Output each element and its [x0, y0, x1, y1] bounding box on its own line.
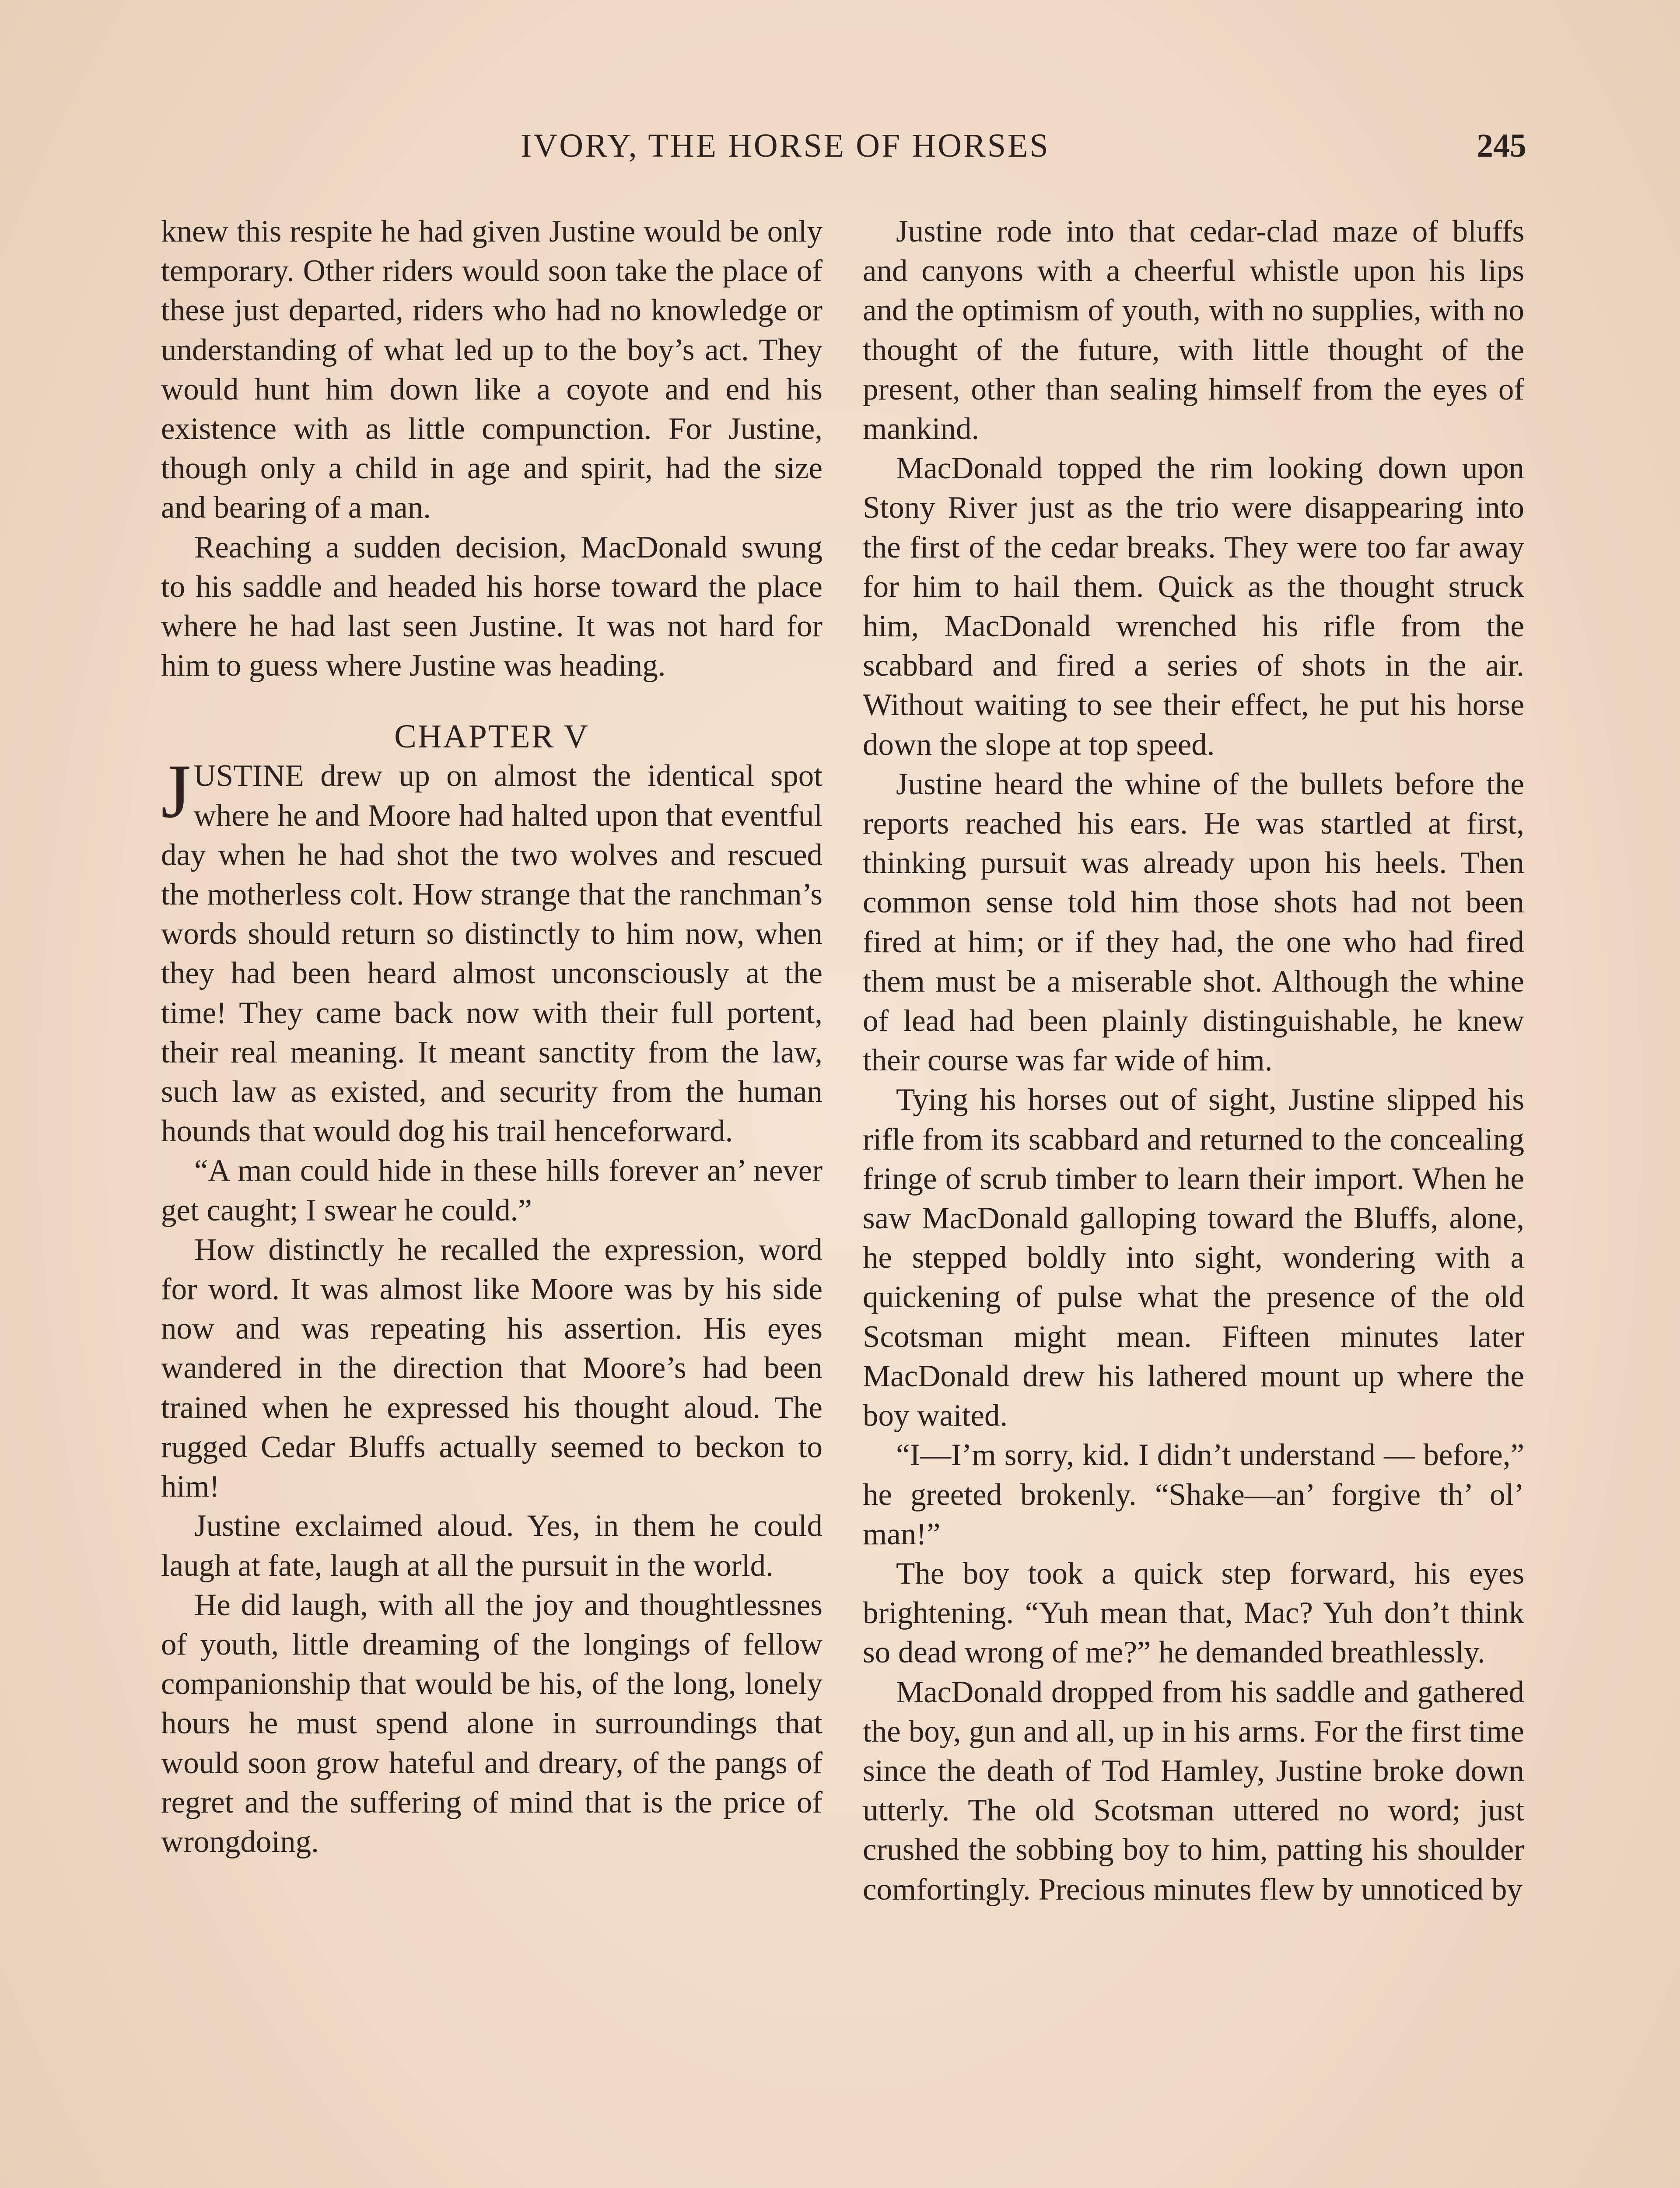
drop-cap: J	[161, 749, 191, 835]
paragraph: “I—I’m sorry, kid. I didn’t understand — before,” he greeted brokenly. “Shake—an’ forgive th’ ol’ man!”	[863, 1438, 1524, 1551]
paragraph: The boy took a quick step forward, his eyes brightening. “Yuh mean that, Mac? Yuh don’t think so dead wrong of me?” he demanded breathlessly.	[863, 1556, 1524, 1670]
page-number: 245	[1477, 127, 1526, 164]
running-head: IVORY, THE HORSE OF HORSES	[521, 127, 1050, 164]
paragraph: Justine heard the whine of the bullets before the reports reached his ears. He was startled at first, thinking pursuit was already upon his heels. Then common sense told him those shots had not been fired at him; or if they had, the one who had fired them must be a miserable shot. Although the whine of lead had been plainly distinguishable, he knew their course was far wide of him.	[863, 767, 1524, 1078]
paragraph: Tying his horses out of sight, Justine slipped his rifle from its scabbard and returned to the concealing fringe of scrub timber to learn their import. When he saw MacDonald galloping toward the Bluffs, alone, he stepped boldly into sight, wondering with a quickening of pulse what the presence of the old Scotsman might mean. Fifteen minutes later MacDonald drew his lathered mount up where the boy waited.	[863, 1083, 1524, 1433]
paragraph: MacDonald dropped from his saddle and gathered the boy, gun and all, up in his arms. For the first time since the death of Tod Hamley, Justine broke down utterly. The old Scotsman uttered no word; just crushed the sobbing boy to him, patting his shoulder comfortingly. Precious minutes flew by unnoticed by	[863, 1675, 1524, 1907]
paragraph: Justine exclaimed aloud. Yes, in them he could laugh at fate, laugh at all the pursuit in the world.	[161, 1509, 822, 1583]
chapter-opening-text: USTINE drew up on almost the identical spot where he and Moore had halted upon that eventful day when he had shot the two wolves and rescued the motherless colt. How strange that the ranchman’s words should return so distinctly to him now, when they had been heard almost unconsciously at the time! They came back now with their full portent, their real meaning. It meant sanctity from the law, such law as existed, and security from the human hounds that would dog his trail henceforward.	[161, 759, 822, 1149]
paragraph: How distinctly he recalled the expression, word for word. It was almost like Moore was by his side now and was repeating his assertion. His eyes wandered in the direction that Moore’s had been trained when he expressed his thought aloud. The rugged Cedar Bluffs actually seemed to beckon to him!	[161, 1232, 822, 1504]
chapter-opening-paragraph	[161, 749, 822, 1151]
left-column	[161, 212, 822, 1862]
page-header	[0, 127, 1680, 179]
paragraph: Justine rode into that cedar-clad maze of bluffs and canyons with a cheerful whistle upon his lips and the optimism of youth, with no supplies, with no thought of the future, with little thought of the present, other than sealing himself from the eyes of mankind.	[863, 214, 1524, 446]
paragraph: “A man could hide in these hills forever an’ never get caught; I swear he could.”	[161, 1154, 822, 1227]
chapter-heading: CHAPTER V	[394, 718, 589, 755]
paragraph: knew this respite he had given Justine would be only temporary. Other riders would soon take the place of these just departed, riders who had no knowledge or understanding of what led up to the boy’s act. They would hunt him down like a coyote and end his existence with as little compunction. For Justine, though only a child in age and spirit, had the size and bearing of a man.	[161, 214, 822, 525]
right-column	[863, 212, 1524, 1909]
paragraph: MacDonald topped the rim looking down upon Stony River just as the trio were disappearing into the first of the cedar breaks. They were too far away for him to hail them. Quick as the thought struck him, MacDonald wrenched his rifle from the scabbard and fired a series of shots in the air. Without waiting to see their effect, he put his horse down the slope at top speed.	[863, 451, 1524, 762]
paragraph: Reaching a sudden decision, MacDonald swung to his saddle and headed his horse toward the place where he had last seen Justine. It was not hard for him to guess where Justine was heading.	[161, 530, 822, 683]
paragraph: He did laugh, with all the joy and thoughtlessnes of youth, little dreaming of the longings of fellow companionship that would be his, of the long, lonely hours he must spend alone in surroundings that would soon grow hateful and dreary, of the pangs of regret and the suffering of mind that is the price of wrongdoing.	[161, 1588, 822, 1859]
